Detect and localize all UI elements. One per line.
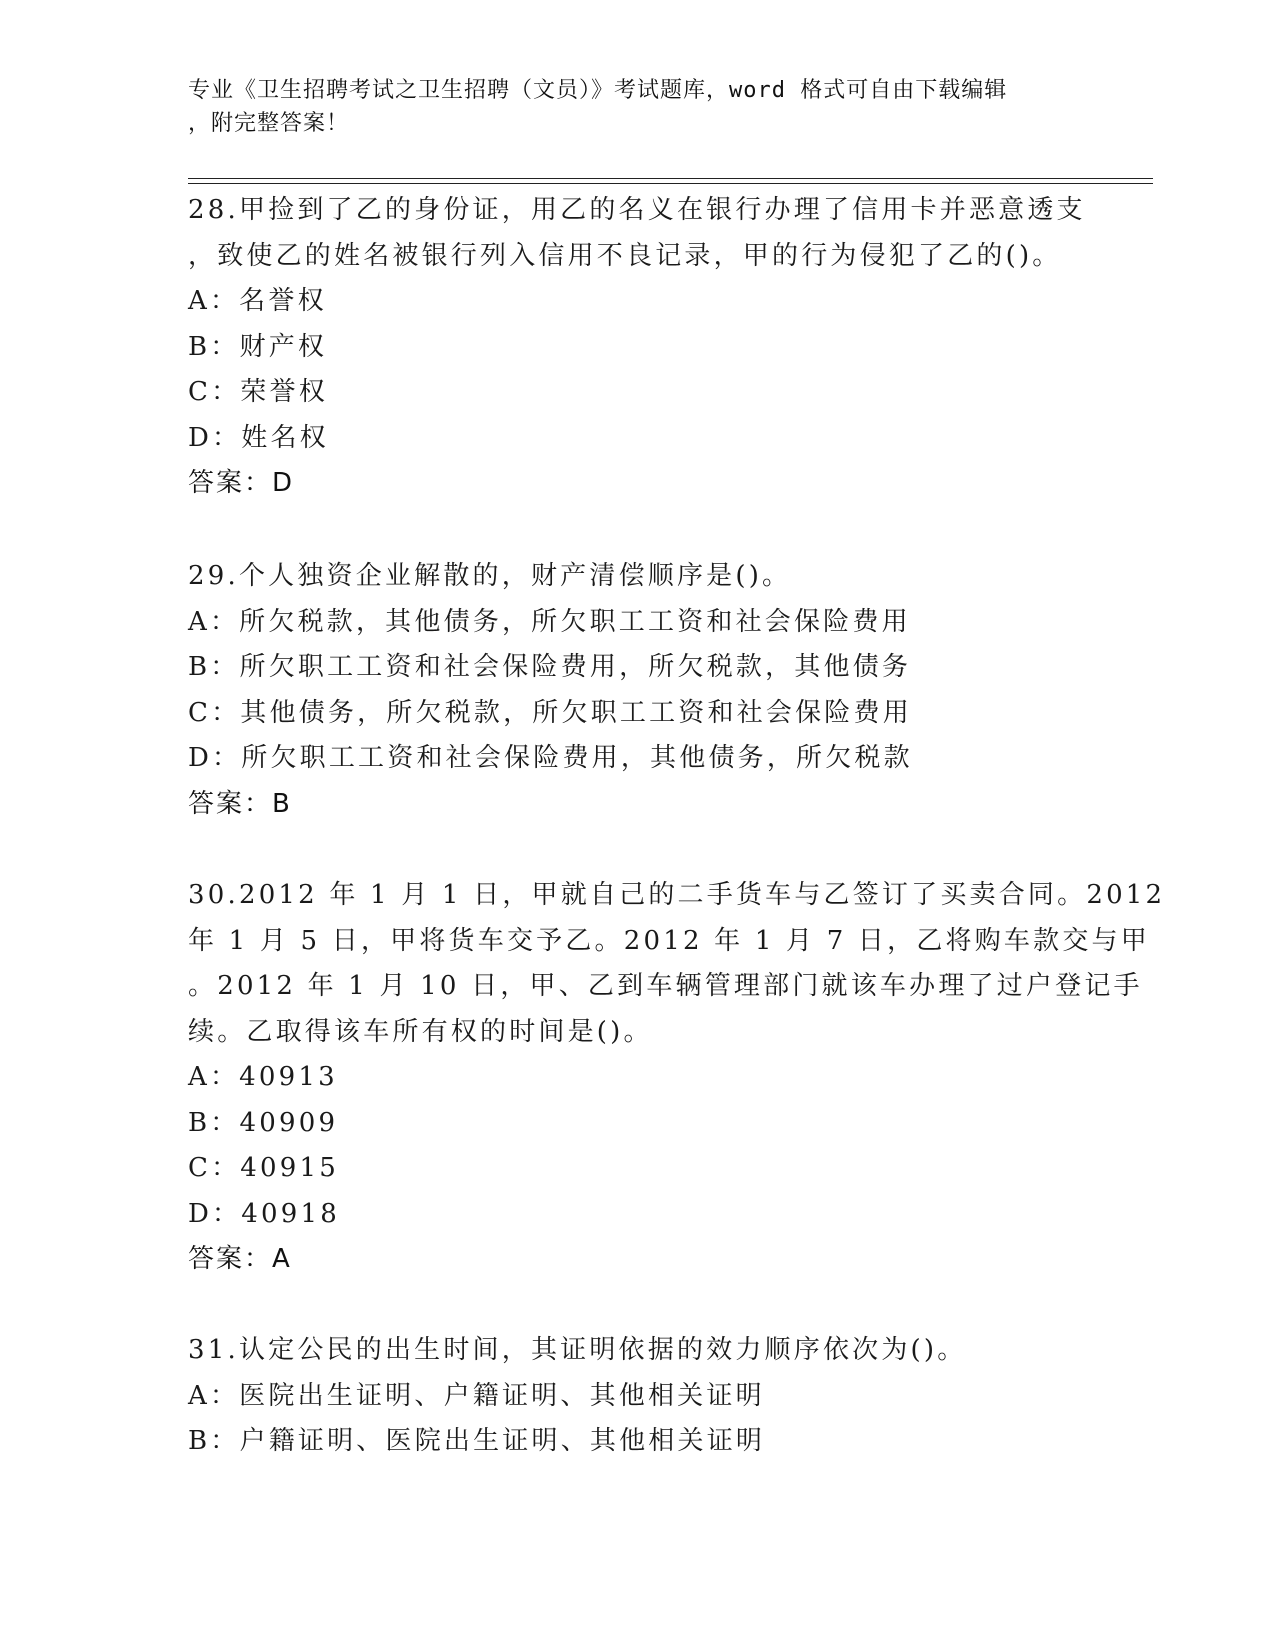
document-header [188, 74, 1068, 140]
option-c: C：40915 [188, 1153, 340, 1183]
question-stem-line: 29.个人独资企业解散的，财产清偿顺序是()。 [188, 561, 792, 591]
question-stem-line: 续。乙取得该车所有权的时间是()。 [188, 1016, 653, 1047]
option-a: A：40913 [188, 1062, 338, 1092]
question-stem-line: 年 1 月 5 日，甲将货车交予乙。2012 年 1 月 7 日，乙将购车款交与甲 [188, 925, 1150, 956]
question-28 [188, 188, 1088, 507]
header-line-2: ，附完整答案！ [188, 111, 350, 136]
option-b: B：户籍证明、医院出生证明、其他相关证明 [188, 1426, 766, 1456]
option-c: C：其他债务，所欠税款，所欠职工工资和社会保险费用 [188, 697, 912, 728]
question-30 [188, 873, 1166, 1283]
option-d: D：40918 [188, 1198, 340, 1229]
question-stem-line: 30.2012 年 1 月 1 日，甲就自己的二手货车与乙签订了买卖合同。2012 [188, 880, 1166, 910]
option-a: A：医院出生证明、户籍证明、其他相关证明 [188, 1380, 765, 1411]
question-stem-line: ，致使乙的姓名被银行列入信用不良记录，甲的行为侵犯了乙的()。 [188, 240, 1062, 271]
question-stem-line: 。2012 年 1 月 10 日，甲、乙到车辆管理部门就该车办理了过户登记手 [188, 971, 1143, 1001]
question-29 [188, 554, 1088, 827]
option-c: C：荣誉权 [188, 377, 328, 407]
option-a: A：所欠税款，其他债务，所欠职工工资和社会保险费用 [188, 606, 911, 637]
answer-line: 答案：B [188, 788, 292, 819]
answer-line: 答案：A [188, 1244, 292, 1274]
question-stem-line: 28.甲捡到了乙的身份证，用乙的名义在银行办理了信用卡并恶意透支 [188, 195, 1086, 225]
header-divider-bottom [188, 183, 1153, 184]
option-b: B：40909 [188, 1107, 339, 1138]
question-31 [188, 1328, 1088, 1465]
header-line-1: 专业《卫生招聘考试之卫生招聘（文员）》考试题库，word 格式可自由下载编辑 [188, 78, 1008, 103]
answer-line: 答案：D [188, 468, 295, 498]
option-b: B：财产权 [188, 331, 328, 362]
option-d: D：所欠职工工资和社会保险费用，其他债务，所欠税款 [188, 743, 913, 773]
header-divider-top [188, 178, 1153, 179]
option-a: A：名誉权 [188, 286, 327, 316]
question-stem-line: 31.认定公民的出生时间，其证明依据的效力顺序依次为()。 [188, 1335, 967, 1365]
option-b: B：所欠职工工资和社会保险费用，所欠税款，其他债务 [188, 652, 912, 682]
option-d: D：姓名权 [188, 422, 329, 453]
